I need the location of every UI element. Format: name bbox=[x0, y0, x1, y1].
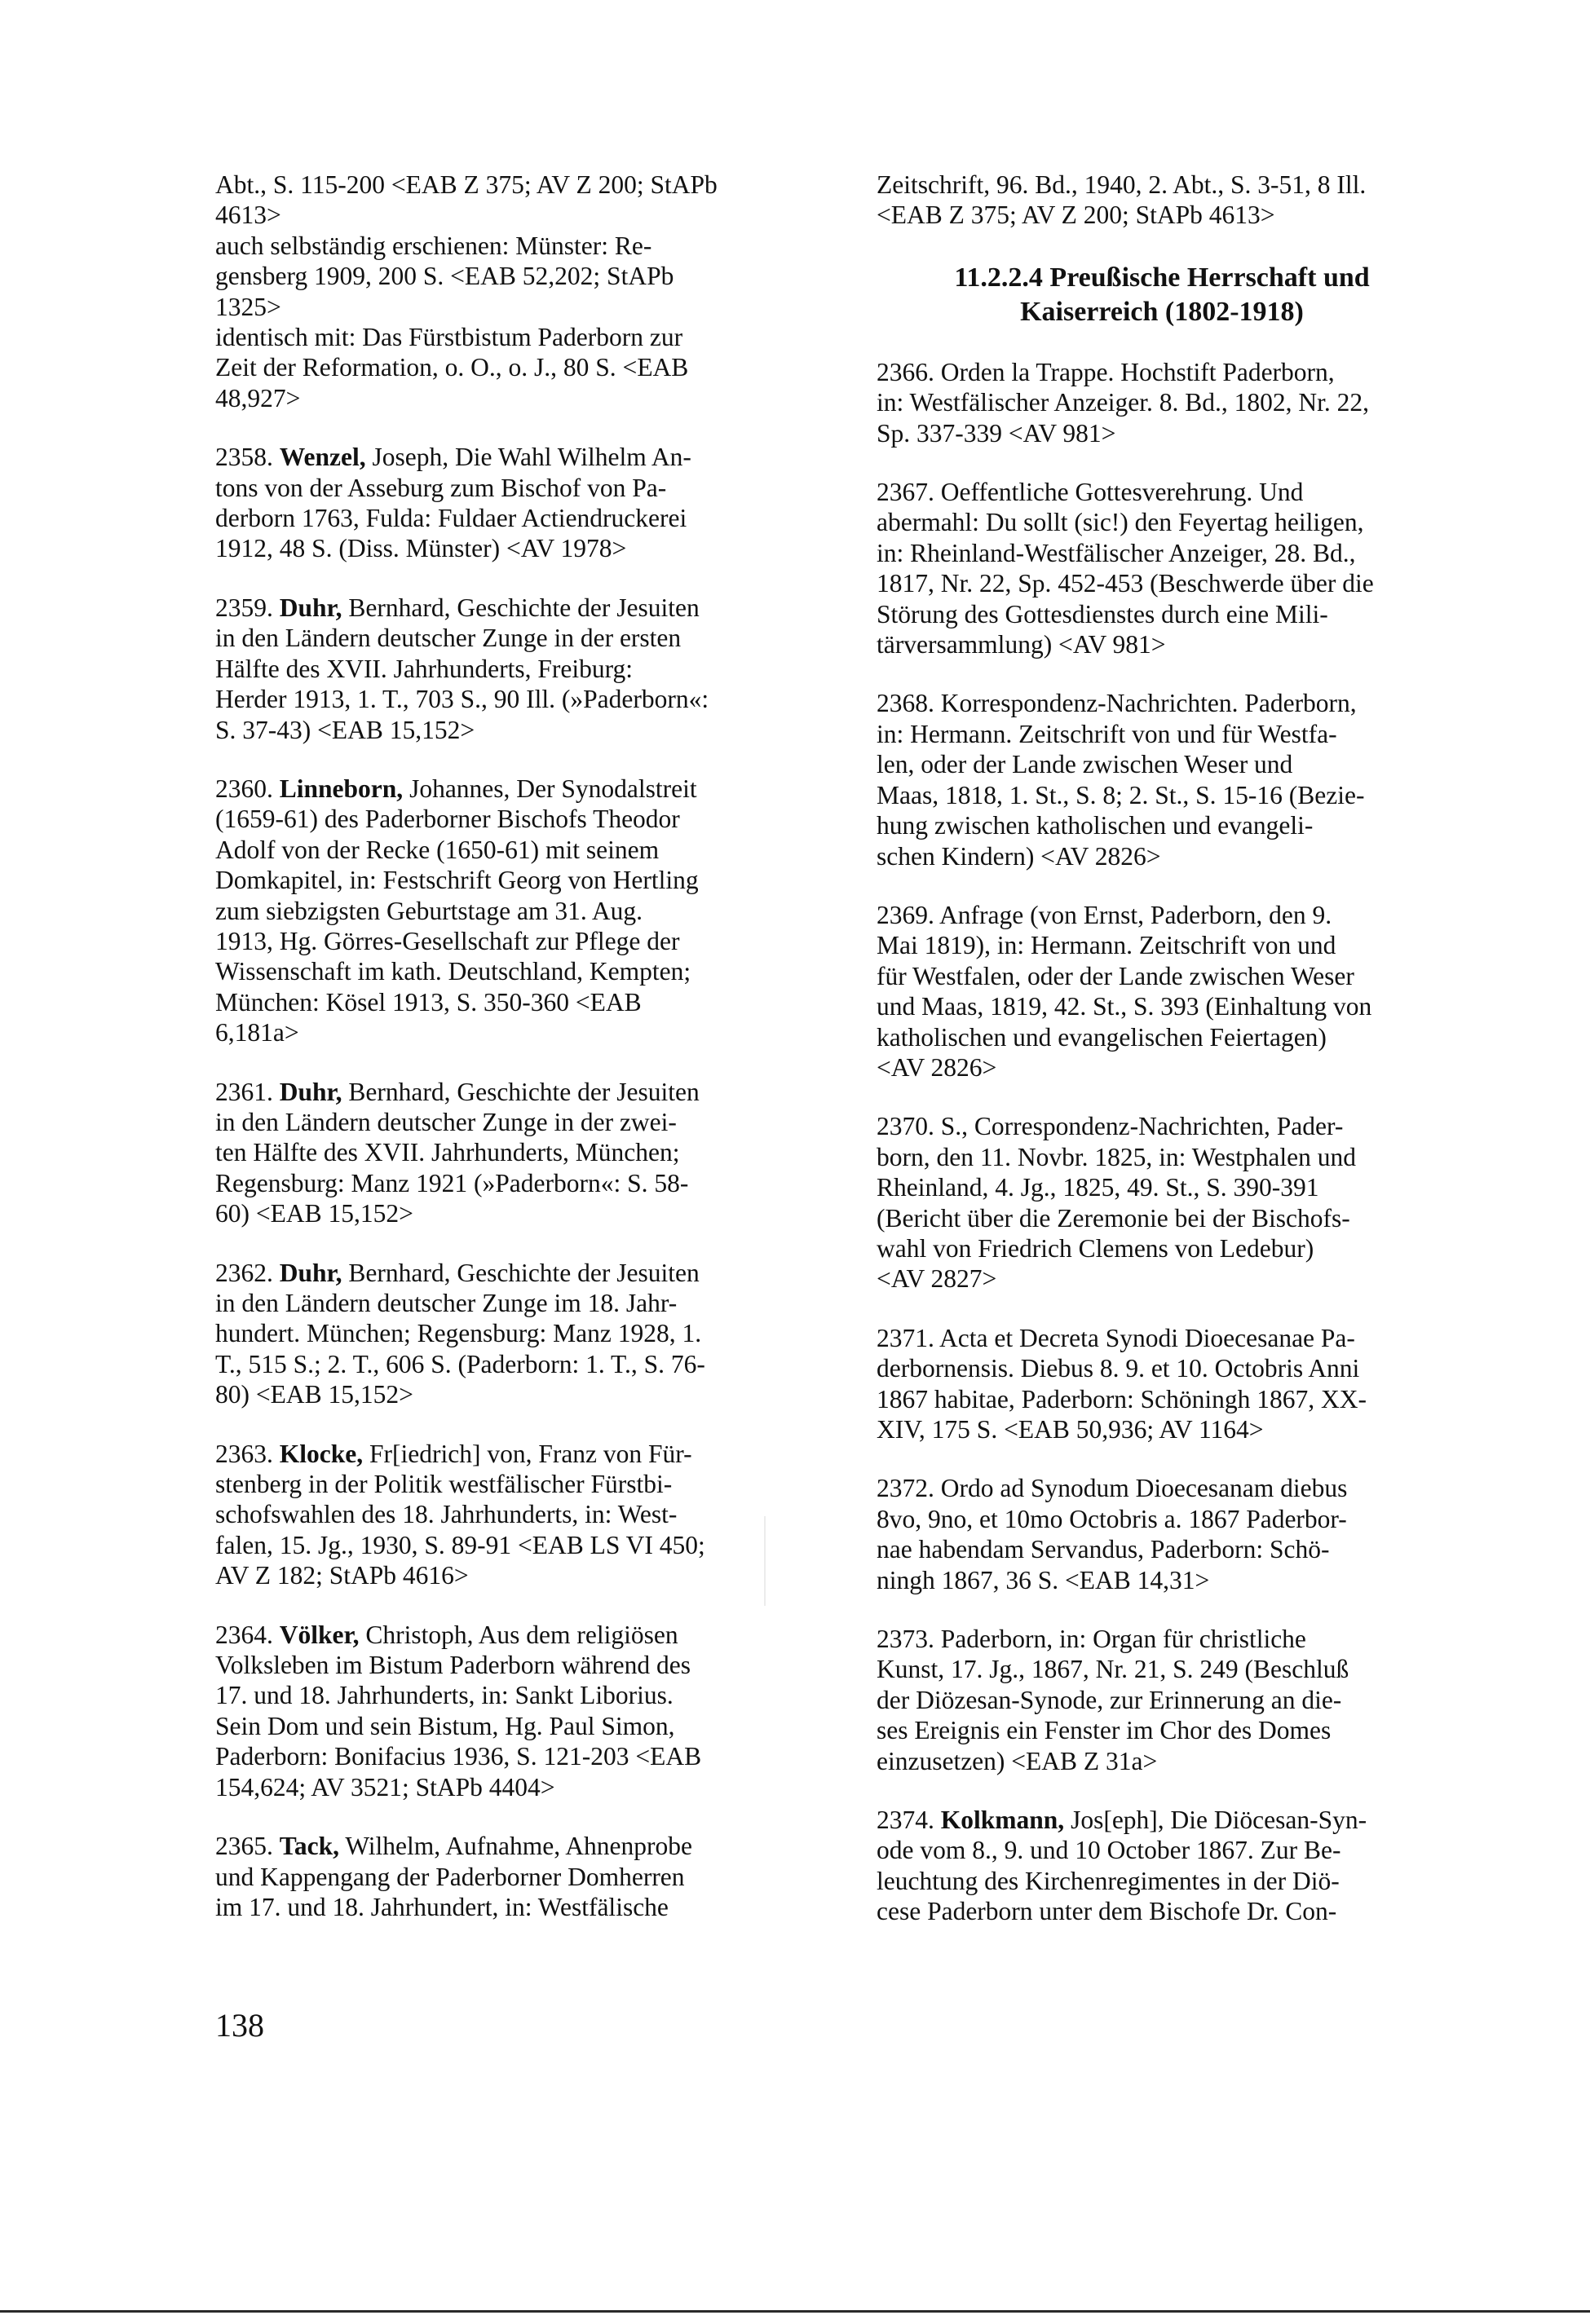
entry-text: Oeffentliche Gottesverehrung. Und bbox=[940, 478, 1304, 507]
entry-line: und Kappengang der Paderborner Domherren bbox=[215, 1862, 685, 1891]
bibliography-entry bbox=[877, 688, 1447, 871]
entry-number: 2361. bbox=[215, 1077, 273, 1106]
entry-line: in den Ländern deutscher Zunge im 18. Jahr- bbox=[215, 1289, 678, 1317]
entry-author: Duhr, bbox=[279, 593, 342, 622]
entry-line: ses Ereignis ein Fenster im Chor des Domes bbox=[877, 1716, 1332, 1745]
entry-line: <AV 2826> bbox=[877, 1052, 997, 1082]
entry-line: 154,624; AV 3521; StAPb 4404> bbox=[215, 1772, 555, 1801]
entry-line: 48,927> bbox=[215, 383, 301, 412]
entry-line: Paderborn: Bonifacius 1936, S. 121-203 <EAB bbox=[215, 1742, 702, 1771]
entry-line: 8vo, 9no, et 10mo Octobris a. 1867 Paderbor- bbox=[877, 1504, 1347, 1533]
bibliography-entry bbox=[877, 1111, 1447, 1294]
entry-number: 2359. bbox=[215, 593, 273, 622]
bibliography-entry bbox=[215, 1620, 786, 1802]
entry-first-line bbox=[215, 593, 786, 623]
entry-line: <AV 2827> bbox=[877, 1264, 997, 1294]
entry-line: gensberg 1909, 200 S. <EAB 52,202; StAPb bbox=[215, 262, 674, 291]
entry-line: tons von der Asseburg zum Bischof von Pa- bbox=[215, 473, 667, 502]
entry-line: 6,181a> bbox=[215, 1018, 299, 1047]
entry-text: Bernhard, Geschichte der Jesuiten bbox=[348, 1077, 700, 1106]
entry-line: derbornensis. Diebus 8. 9. et 10. Octobris Anni bbox=[877, 1354, 1360, 1383]
entry-line: leuchtung des Kirchenregimentes in der Diö- bbox=[877, 1866, 1340, 1895]
bibliography-entry bbox=[215, 1077, 786, 1229]
entry-text: Jos[eph], Die Diöcesan-Syn- bbox=[1071, 1806, 1367, 1835]
bottom-rule bbox=[0, 2310, 1590, 2313]
bibliography-entry bbox=[877, 1323, 1447, 1445]
entry-number: 2365. bbox=[215, 1832, 273, 1861]
entry-first-line bbox=[215, 1831, 786, 1861]
entry-line: im 17. und 18. Jahrhundert, in: Westfälische bbox=[215, 1892, 669, 1921]
entry-line: derborn 1763, Fulda: Fuldaer Actiendruckerei bbox=[215, 504, 687, 533]
entry-number: 2370. bbox=[877, 1112, 934, 1141]
entry-first-line bbox=[877, 1805, 1447, 1835]
left-column bbox=[215, 170, 786, 1922]
entry-number: 2363. bbox=[215, 1439, 273, 1468]
entry-first-line bbox=[215, 1620, 786, 1650]
bibliography-entry bbox=[215, 1831, 786, 1922]
entry-line: len, oder der Lande zwischen Weser und bbox=[877, 750, 1293, 779]
entry-line: Maas, 1818, 1. St., S. 8; 2. St., S. 15-16 (Bezie- bbox=[877, 780, 1365, 809]
entry-line: wahl von Friedrich Clemens von Ledebur) bbox=[877, 1233, 1314, 1263]
entry-line: cese Paderborn unter dem Bischofe Dr. Con- bbox=[877, 1897, 1337, 1926]
entry-line: in den Ländern deutscher Zunge in der zwei- bbox=[215, 1107, 677, 1136]
entry-text: Bernhard, Geschichte der Jesuiten bbox=[348, 593, 700, 622]
entry-number: 2362. bbox=[215, 1258, 273, 1287]
entry-line: und Maas, 1819, 42. St., S. 393 (Einhaltung von bbox=[877, 992, 1372, 1021]
entry-line: Zeitschrift, 96. Bd., 1940, 2. Abt., S. 3-51, 8 Ill. bbox=[877, 170, 1367, 199]
entry-line: 1867 habitae, Paderborn: Schöningh 1867, XX- bbox=[877, 1384, 1367, 1413]
entry-text: Orden la Trappe. Hochstift Paderborn, bbox=[940, 357, 1335, 386]
entry-line: einzusetzen) <EAB Z 31a> bbox=[877, 1746, 1158, 1775]
entry-line: ten Hälfte des XVII. Jahrhunderts, München; bbox=[215, 1138, 680, 1167]
entry-line: XIV, 175 S. <EAB 50,936; AV 1164> bbox=[877, 1415, 1264, 1444]
entry-line: S. 37-43) <EAB 15,152> bbox=[215, 715, 475, 744]
entry-author: Klocke, bbox=[279, 1439, 364, 1468]
entry-author: Duhr, bbox=[279, 1077, 342, 1106]
entry-line: Domkapitel, in: Festschrift Georg von Hertling bbox=[215, 866, 699, 895]
entry-line: stenberg in der Politik westfälischer Fürstbi- bbox=[215, 1470, 673, 1499]
entry-text: Joseph, Die Wahl Wilhelm An- bbox=[372, 443, 691, 472]
entry-number: 2369. bbox=[877, 900, 934, 929]
entry-line: schofswahlen des 18. Jahrhunderts, in: West- bbox=[215, 1500, 678, 1529]
entry-first-line bbox=[215, 442, 786, 472]
entry-line: in: Westfälischer Anzeiger. 8. Bd., 1802, Nr. 22, bbox=[877, 388, 1370, 417]
entry-line: Hälfte des XVII. Jahrhunderts, Freiburg: bbox=[215, 654, 634, 683]
entry-author: Linneborn, bbox=[279, 774, 404, 803]
entry-number: 2373. bbox=[877, 1625, 934, 1654]
bibliography-entry bbox=[877, 1473, 1447, 1595]
section-heading bbox=[877, 261, 1447, 329]
entry-line: 1325> bbox=[215, 292, 281, 321]
entry-number: 2367. bbox=[877, 478, 934, 507]
entry-line: in: Hermann. Zeitschrift von und für Westfa- bbox=[877, 719, 1337, 748]
entry-line: für Westfalen, oder der Lande zwischen Weser bbox=[877, 961, 1354, 990]
entry-first-line bbox=[877, 1624, 1447, 1654]
entry-text: Acta et Decreta Synodi Dioecesanae Pa- bbox=[939, 1323, 1355, 1352]
entry-text: Fr[iedrich] von, Franz von Für- bbox=[369, 1439, 692, 1468]
entry-line: abermahl: Du sollt (sic!) den Feyertag heiligen, bbox=[877, 508, 1364, 537]
bibliography-entry bbox=[877, 900, 1447, 1083]
entry-text: S., Correspondenz-Nachrichten, Pader- bbox=[940, 1112, 1344, 1141]
entry-line: 17. und 18. Jahrhunderts, in: Sankt Liborius. bbox=[215, 1681, 674, 1710]
entry-author: Duhr, bbox=[279, 1258, 342, 1287]
entry-line: München: Kösel 1913, S. 350-360 <EAB bbox=[215, 987, 642, 1016]
continued-entry bbox=[877, 170, 1447, 231]
entry-text: Johannes, Der Synodalstreit bbox=[409, 774, 697, 803]
entry-line: (1659-61) des Paderborner Bischofs Theodor bbox=[215, 805, 680, 834]
entry-line: nae habendam Servandus, Paderborn: Schö- bbox=[877, 1535, 1330, 1564]
entry-line: falen, 15. Jg., 1930, S. 89-91 <EAB LS VI 450; bbox=[215, 1530, 705, 1559]
entry-line: 4613> bbox=[215, 201, 281, 230]
entry-text: Ordo ad Synodum Dioecesanam diebus bbox=[940, 1474, 1348, 1503]
entry-line: 80) <EAB 15,152> bbox=[215, 1380, 413, 1409]
bibliography-entry bbox=[877, 477, 1447, 659]
entry-line: schen Kindern) <AV 2826> bbox=[877, 841, 1161, 871]
entry-first-line bbox=[877, 1111, 1447, 1141]
entry-first-line bbox=[215, 774, 786, 804]
entry-line: T., 515 S.; 2. T., 606 S. (Paderborn: 1. T., S. 76- bbox=[215, 1349, 705, 1378]
entry-number: 2372. bbox=[877, 1474, 934, 1503]
entry-text: Bernhard, Geschichte der Jesuiten bbox=[348, 1258, 700, 1287]
entry-line: Rheinland, 4. Jg., 1825, 49. St., S. 390-391 bbox=[877, 1173, 1319, 1202]
entry-first-line bbox=[877, 477, 1447, 507]
bibliography-entry bbox=[215, 1439, 786, 1591]
scan-mark bbox=[764, 1516, 766, 1606]
entry-line: der Diözesan-Synode, zur Erinnerung an die- bbox=[877, 1685, 1342, 1714]
entry-line: Regensburg: Manz 1921 (»Paderborn«: S. 58- bbox=[215, 1168, 689, 1197]
entry-line: Zeit der Reformation, o. O., o. J., 80 S. <EAB bbox=[215, 353, 689, 382]
entry-line: zum siebzigsten Geburtstage am 31. Aug. bbox=[215, 896, 643, 925]
entry-number: 2371. bbox=[877, 1323, 934, 1352]
entry-line: Volksleben im Bistum Paderborn während des bbox=[215, 1651, 691, 1680]
entry-line: Mai 1819), in: Hermann. Zeitschrift von und bbox=[877, 931, 1336, 960]
entry-number: 2360. bbox=[215, 774, 273, 803]
entry-line: tärversammlung) <AV 981> bbox=[877, 630, 1166, 659]
entry-line: in den Ländern deutscher Zunge in der ersten bbox=[215, 624, 682, 653]
entry-line: <EAB Z 375; AV Z 200; StAPb 4613> bbox=[877, 201, 1275, 230]
entry-line: Kunst, 17. Jg., 1867, Nr. 21, S. 249 (Beschluß bbox=[877, 1655, 1349, 1684]
entry-text: Korrespondenz-Nachrichten. Paderborn, bbox=[940, 689, 1357, 718]
entry-first-line bbox=[215, 1258, 786, 1288]
entry-author: Kolkmann, bbox=[940, 1806, 1065, 1835]
bibliography-entry bbox=[215, 1258, 786, 1410]
bibliography-entry bbox=[877, 1624, 1447, 1776]
entry-number: 2358. bbox=[215, 443, 273, 472]
entry-first-line bbox=[215, 1077, 786, 1107]
entry-text: Christoph, Aus dem religiösen bbox=[365, 1620, 678, 1649]
bibliography-entry bbox=[215, 774, 786, 1048]
entry-author: Wenzel, bbox=[279, 443, 366, 472]
entry-line: auch selbständig erschienen: Münster: Re- bbox=[215, 231, 652, 260]
section-heading-line: Kaiserreich (1802-1918) bbox=[1020, 296, 1304, 327]
entry-number: 2368. bbox=[877, 689, 934, 718]
entry-line: Sein Dom und sein Bistum, Hg. Paul Simon, bbox=[215, 1711, 675, 1740]
entry-line: (Bericht über die Zeremonie bei der Bischofs- bbox=[877, 1203, 1350, 1233]
entry-line: Abt., S. 115-200 <EAB Z 375; AV Z 200; StAPb bbox=[215, 170, 718, 199]
entry-line: born, den 11. Novbr. 1825, in: Westphalen und bbox=[877, 1142, 1357, 1171]
entry-line: hung zwischen katholischen und evangeli- bbox=[877, 811, 1314, 840]
entry-line: ode vom 8., 9. und 10 October 1867. Zur Be- bbox=[877, 1836, 1341, 1865]
entry-number: 2364. bbox=[215, 1620, 273, 1649]
entry-number: 2374. bbox=[877, 1806, 934, 1835]
entry-line: ningh 1867, 36 S. <EAB 14,31> bbox=[877, 1565, 1210, 1594]
entry-line: 60) <EAB 15,152> bbox=[215, 1199, 413, 1228]
entry-line: hundert. München; Regensburg: Manz 1928, 1. bbox=[215, 1319, 702, 1348]
entry-line: in: Rheinland-Westfälischer Anzeiger, 28. Bd., bbox=[877, 538, 1356, 567]
section-heading-line: 11.2.2.4 Preußische Herrschaft und bbox=[954, 262, 1370, 293]
entry-first-line bbox=[215, 1439, 786, 1469]
entry-number: 2366. bbox=[877, 357, 934, 386]
entry-first-line bbox=[877, 688, 1447, 718]
entry-author: Tack, bbox=[279, 1832, 339, 1861]
entry-line: Störung des Gottesdienstes durch eine Mili- bbox=[877, 599, 1328, 628]
entry-line: AV Z 182; StAPb 4616> bbox=[215, 1561, 469, 1590]
bibliography-entry bbox=[215, 593, 786, 745]
entry-author: Völker, bbox=[279, 1620, 360, 1649]
entry-text: Wilhelm, Aufnahme, Ahnenprobe bbox=[345, 1832, 692, 1861]
entry-first-line bbox=[877, 357, 1447, 387]
continued-entry bbox=[215, 170, 786, 413]
entry-line: 1913, Hg. Görres-Gesellschaft zur Pflege der bbox=[215, 926, 680, 955]
entry-first-line bbox=[877, 1323, 1447, 1353]
entry-line: 1912, 48 S. (Diss. Münster) <AV 1978> bbox=[215, 534, 627, 563]
entry-first-line bbox=[877, 1473, 1447, 1503]
entry-text: Paderborn, in: Organ für christliche bbox=[940, 1625, 1306, 1654]
right-column bbox=[877, 170, 1447, 1927]
bibliography-entry bbox=[877, 357, 1447, 448]
bibliography-entry bbox=[877, 1805, 1447, 1927]
entry-line: Sp. 337-339 <AV 981> bbox=[877, 418, 1116, 448]
bibliography-entry bbox=[215, 442, 786, 564]
entry-line: katholischen und evangelischen Feiertagen) bbox=[877, 1022, 1327, 1052]
entry-line: Herder 1913, 1. T., 703 S., 90 Ill. (»Paderborn«: bbox=[215, 685, 709, 714]
entry-line: identisch mit: Das Fürstbistum Paderborn zur bbox=[215, 323, 683, 352]
page-number: 138 bbox=[215, 2007, 264, 2044]
entry-first-line bbox=[877, 900, 1447, 930]
entry-line: Adolf von der Recke (1650-61) mit seinem bbox=[215, 835, 660, 864]
entry-text: Anfrage (von Ernst, Paderborn, den 9. bbox=[939, 900, 1332, 929]
entry-line: 1817, Nr. 22, Sp. 452-453 (Beschwerde über die bbox=[877, 569, 1374, 598]
entry-line: Wissenschaft im kath. Deutschland, Kempten; bbox=[215, 957, 691, 986]
